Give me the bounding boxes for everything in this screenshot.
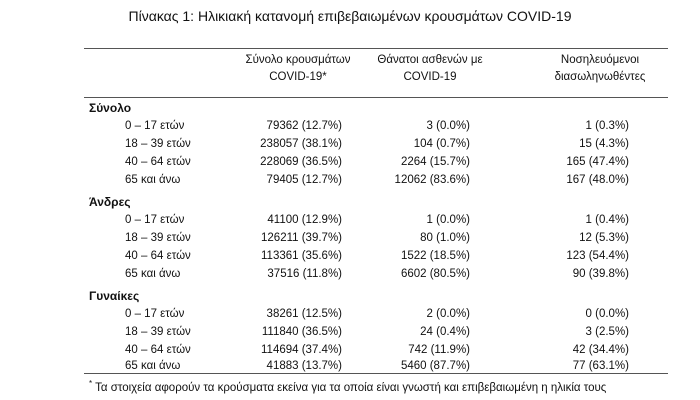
row-cases: 79362 (12.7%) — [266, 120, 342, 132]
row-deaths: 2 (0.0%) — [426, 308, 470, 320]
footnote-marker: * — [89, 379, 93, 388]
row-age: 0 – 17 ετών — [125, 308, 185, 320]
header-intubated-line2: διασωληνωθέντες — [554, 71, 646, 83]
row-intubated: 90 (39.8%) — [572, 268, 629, 280]
row-intubated: 77 (63.1%) — [572, 360, 629, 372]
row-intubated: 12 (5.3%) — [579, 232, 629, 244]
header-total-cases-line1: Σύνολο κρουσμάτων — [245, 54, 351, 66]
header-deaths-line2: COVID-19 — [403, 71, 457, 83]
table-row — [0, 268, 700, 286]
row-cases: 38261 (12.5%) — [266, 308, 342, 320]
row-intubated: 15 (4.3%) — [579, 138, 629, 150]
row-intubated: 167 (48.0%) — [566, 174, 629, 186]
row-cases: 111840 (36.5%) — [261, 326, 342, 338]
row-age: 18 – 39 ετών — [125, 326, 191, 338]
row-intubated: 1 (0.4%) — [585, 214, 629, 226]
header-deaths-line1: Θάνατοι ασθενών με — [377, 54, 483, 66]
row-age: 0 – 17 ετών — [125, 120, 185, 132]
table-row — [0, 360, 700, 378]
row-deaths: 104 (0.7%) — [413, 138, 470, 150]
table-row — [0, 326, 700, 344]
row-age: 65 και άνω — [125, 360, 181, 372]
row-deaths: 80 (1.0%) — [420, 232, 470, 244]
row-deaths: 1522 (18.5%) — [400, 250, 470, 262]
row-age: 18 – 39 ετών — [125, 138, 191, 150]
row-age: 0 – 17 ετών — [125, 214, 185, 226]
row-cases: 41883 (13.7%) — [266, 360, 342, 372]
table-top-rule — [84, 48, 668, 49]
table-row — [0, 250, 700, 268]
row-deaths: 5460 (87.7%) — [400, 360, 470, 372]
header-deaths — [365, 52, 495, 86]
table-row — [0, 214, 700, 232]
group-label-men: Άνδρες — [89, 195, 131, 209]
table-row — [0, 120, 700, 138]
row-age: 40 – 64 ετών — [125, 250, 191, 262]
table-header-rule — [84, 97, 668, 98]
row-intubated: 123 (54.4%) — [566, 250, 629, 262]
row-intubated: 0 (0.0%) — [585, 308, 629, 320]
table-row — [0, 308, 700, 326]
row-age: 18 – 39 ετών — [125, 232, 191, 244]
table-bottom-rule — [84, 373, 668, 374]
row-age: 40 – 64 ετών — [125, 156, 191, 168]
row-deaths: 742 (11.9%) — [408, 344, 470, 356]
row-intubated: 42 (34.4%) — [572, 344, 629, 356]
group-label-women: Γυναίκες — [89, 289, 140, 303]
group-label-total: Σύνολο — [89, 101, 132, 115]
table-row — [0, 232, 700, 250]
row-age: 65 και άνω — [125, 268, 181, 280]
row-deaths: 1 (0.0%) — [426, 214, 470, 226]
table-row — [0, 138, 700, 156]
page-title: Πίνακας 1: Ηλικιακή κατανομή επιβεβαιωμένων κρουσμάτων COVID-19 — [128, 8, 572, 24]
row-intubated: 3 (2.5%) — [585, 326, 629, 338]
row-deaths: 2264 (15.7%) — [400, 156, 470, 168]
row-cases: 41100 (12.9%) — [267, 214, 342, 226]
row-cases: 228069 (36.5%) — [260, 156, 342, 168]
row-cases: 238057 (38.1%) — [260, 138, 342, 150]
row-deaths: 24 (0.4%) — [420, 326, 470, 338]
header-total-cases-line2: COVID-19* — [269, 71, 327, 83]
row-age: 65 και άνω — [125, 174, 181, 186]
header-intubated — [535, 52, 665, 86]
row-cases: 126211 (39.7%) — [261, 232, 342, 244]
row-cases: 114694 (37.4%) — [261, 344, 342, 356]
header-total-cases — [238, 52, 358, 86]
table-row — [0, 174, 700, 192]
footnote-text: Τα στοιχεία αφορούν τα κρούσματα εκείνα για τα οποία είναι γνωστή και επιβεβαιωμένη η ηλικία τους — [92, 381, 607, 394]
row-intubated: 1 (0.3%) — [585, 120, 629, 132]
row-intubated: 165 (47.4%) — [566, 156, 629, 168]
row-cases: 113361 (35.6%) — [261, 250, 342, 262]
footnote — [89, 379, 606, 394]
row-age: 40 – 64 ετών — [125, 344, 191, 356]
row-deaths: 6602 (80.5%) — [400, 268, 470, 280]
table-row — [0, 156, 700, 174]
header-intubated-line1: Νοσηλευόμενοι — [560, 54, 640, 66]
row-cases: 37516 (11.8%) — [267, 268, 342, 280]
row-deaths: 3 (0.0%) — [426, 120, 470, 132]
row-cases: 79405 (12.7%) — [266, 174, 342, 186]
row-deaths: 12062 (83.6%) — [394, 174, 470, 186]
